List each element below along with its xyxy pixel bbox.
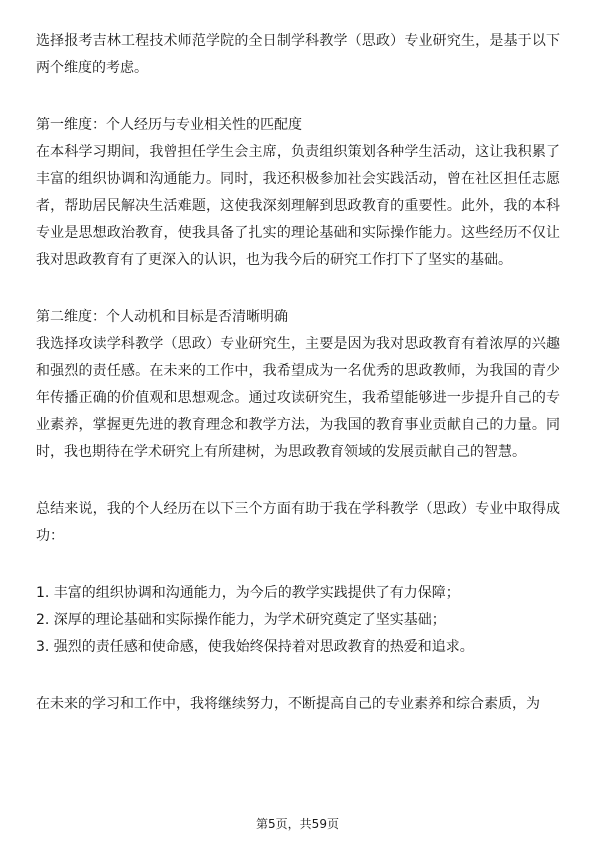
dimension1-paragraph: 在本科学习期间，我曾担任学生会主席，负责组织策划各种学生活动，这让我积累了丰富的组织协调和沟通能力。同时，我还积极参加社会实践活动，曾在社区担任志愿者，帮助居民解决生活难题，这使我深刻理解到思政教育的重要性。此外，我的本科专业是思想政治教育，使我具备了扎实的理论基础和实际操作能力。这些经历不仅让我对思政教育有了更深入的认识，也为我今后的研究工作打下了坚实的基础。 <box>36 144 560 268</box>
paragraph-gap <box>36 82 560 112</box>
paragraph-gap <box>36 274 560 304</box>
list-item: 1. 丰富的组织协调和沟通能力，为今后的教学实践提供了有力保障； <box>36 585 460 601</box>
paragraph-gap <box>36 466 560 496</box>
closing-paragraph: 在未来的学习和工作中，我将继续努力，不断提高自己的专业素养和综合素质，为 <box>36 696 540 712</box>
list-item: 2. 深厚的理论基础和实际操作能力，为学术研究奠定了坚实基础； <box>36 612 446 628</box>
intro-paragraph: 选择报考吉林工程技术师范学院的全日制学科教学（思政）专业研究生，是基于以下两个维度的考虑。 <box>36 33 560 76</box>
paragraph-gap <box>36 661 560 691</box>
page-footer: 第5页，共59页 <box>256 817 339 831</box>
summary-paragraph: 总结来说，我的个人经历在以下三个方面有助于我在学科教学（思政）专业中取得成功： <box>36 501 560 544</box>
paragraph-gap <box>36 550 560 580</box>
summary-list <box>36 580 560 661</box>
dimension2-paragraph: 我选择攻读学科教学（思政）专业研究生，主要是因为我对思政教育有着浓厚的兴趣和强烈的责任感。在未来的工作中，我希望成为一名优秀的思政教师，为我国的青少年传播正确的价值观和思想观念。通过攻读研究生，我希望能够进一步提升自己的专业素养，掌握更先进的教育理念和教学方法，为我国的教育事业贡献自己的力量。同时，我也期待在学术研究上有所建树，为思政教育领域的发展贡献自己的智慧。 <box>36 336 560 460</box>
list-item: 3. 强烈的责任感和使命感，使我始终保持着对思政教育的热爱和追求。 <box>36 639 474 655</box>
document-body <box>36 28 560 718</box>
dimension1-heading: 第一维度：个人经历与专业相关性的匹配度 <box>36 117 302 133</box>
dimension2-heading: 第二维度：个人动机和目标是否清晰明确 <box>36 309 288 325</box>
